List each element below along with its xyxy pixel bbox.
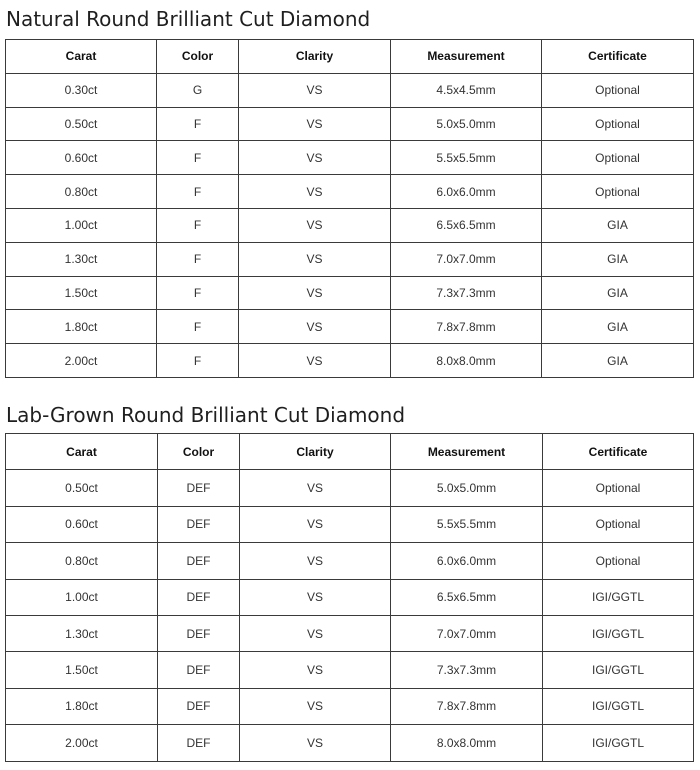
certificate-cell: Optional [542,141,694,175]
table-row [6,242,694,276]
clarity-cell: VS [239,175,391,209]
lab-grown-diamond-table [5,433,694,762]
column-header-carat: Carat [6,40,157,74]
certificate-cell: IGI/GGTL [543,688,694,724]
color-cell: F [157,107,239,141]
carat-cell: 2.00ct [6,725,158,761]
column-header-carat: Carat [6,434,158,470]
certificate-cell: IGI/GGTL [543,579,694,615]
measurement-cell: 6.0x6.0mm [391,543,543,579]
measurement-cell: 4.5x4.5mm [391,73,542,107]
color-cell: DEF [158,652,240,688]
measurement-cell: 5.5x5.5mm [391,506,543,542]
measurement-cell: 5.5x5.5mm [391,141,542,175]
table-row [6,506,694,542]
measurement-cell: 5.0x5.0mm [391,470,543,506]
color-cell: DEF [158,615,240,651]
column-header-color: Color [157,40,239,74]
carat-cell: 0.50ct [6,470,158,506]
clarity-cell: VS [239,107,391,141]
measurement-cell: 7.3x7.3mm [391,276,542,310]
measurement-cell: 7.8x7.8mm [391,310,542,344]
table-row [6,344,694,378]
clarity-cell: VS [240,470,391,506]
clarity-cell: VS [240,543,391,579]
certificate-cell: IGI/GGTL [543,615,694,651]
clarity-cell: VS [239,242,391,276]
clarity-cell: VS [239,208,391,242]
measurement-cell: 7.0x7.0mm [391,615,543,651]
clarity-cell: VS [239,344,391,378]
color-cell: F [157,242,239,276]
certificate-cell: GIA [542,208,694,242]
carat-cell: 1.30ct [6,242,157,276]
column-header-measurement: Measurement [391,40,542,74]
clarity-cell: VS [239,310,391,344]
certificate-cell: GIA [542,344,694,378]
color-cell: DEF [158,725,240,761]
carat-cell: 2.00ct [6,344,157,378]
clarity-cell: VS [239,276,391,310]
clarity-cell: VS [240,652,391,688]
certificate-cell: GIA [542,276,694,310]
column-header-clarity: Clarity [239,40,391,74]
carat-cell: 0.80ct [6,543,158,579]
column-header-color: Color [158,434,240,470]
carat-cell: 1.80ct [6,310,157,344]
table-row [6,73,694,107]
measurement-cell: 8.0x8.0mm [391,725,543,761]
measurement-cell: 7.3x7.3mm [391,652,543,688]
natural-diamond-title: Natural Round Brilliant Cut Diamond [6,7,371,31]
certificate-cell: GIA [542,310,694,344]
certificate-cell: Optional [542,107,694,141]
table-row [6,208,694,242]
clarity-cell: VS [240,615,391,651]
certificate-cell: IGI/GGTL [543,725,694,761]
column-header-measurement: Measurement [391,434,543,470]
table-row [6,310,694,344]
measurement-cell: 6.5x6.5mm [391,208,542,242]
table-header-row [6,40,694,74]
natural-table-body [6,73,694,377]
natural-diamond-table [5,39,694,378]
certificate-cell: IGI/GGTL [543,652,694,688]
color-cell: F [157,175,239,209]
measurement-cell: 5.0x5.0mm [391,107,542,141]
certificate-cell: Optional [542,175,694,209]
table-row [6,579,694,615]
table-row [6,543,694,579]
lab-table-body [6,470,694,761]
color-cell: F [157,344,239,378]
carat-cell: 1.50ct [6,276,157,310]
color-cell: G [157,73,239,107]
clarity-cell: VS [240,725,391,761]
column-header-certificate: Certificate [543,434,694,470]
table-row [6,470,694,506]
carat-cell: 0.60ct [6,141,157,175]
table-row [6,688,694,724]
measurement-cell: 6.0x6.0mm [391,175,542,209]
color-cell: F [157,208,239,242]
certificate-cell: GIA [542,242,694,276]
clarity-cell: VS [240,506,391,542]
carat-cell: 1.00ct [6,579,158,615]
color-cell: F [157,276,239,310]
table-row [6,652,694,688]
carat-cell: 1.80ct [6,688,158,724]
table-row [6,276,694,310]
certificate-cell: Optional [543,470,694,506]
carat-cell: 0.30ct [6,73,157,107]
measurement-cell: 7.0x7.0mm [391,242,542,276]
color-cell: DEF [158,506,240,542]
clarity-cell: VS [239,73,391,107]
column-header-clarity: Clarity [240,434,391,470]
measurement-cell: 6.5x6.5mm [391,579,543,615]
clarity-cell: VS [239,141,391,175]
certificate-cell: Optional [543,506,694,542]
color-cell: F [157,310,239,344]
clarity-cell: VS [240,688,391,724]
table-row [6,175,694,209]
color-cell: DEF [158,579,240,615]
color-cell: DEF [158,470,240,506]
table-row [6,615,694,651]
measurement-cell: 7.8x7.8mm [391,688,543,724]
color-cell: DEF [158,688,240,724]
color-cell: DEF [158,543,240,579]
column-header-certificate: Certificate [542,40,694,74]
certificate-cell: Optional [543,543,694,579]
table-header-row [6,434,694,470]
clarity-cell: VS [240,579,391,615]
table-row [6,725,694,761]
lab-grown-diamond-title: Lab-Grown Round Brilliant Cut Diamond [6,403,406,427]
certificate-cell: Optional [542,73,694,107]
measurement-cell: 8.0x8.0mm [391,344,542,378]
carat-cell: 0.80ct [6,175,157,209]
table-row [6,141,694,175]
carat-cell: 1.30ct [6,615,158,651]
color-cell: F [157,141,239,175]
carat-cell: 1.50ct [6,652,158,688]
table-row [6,107,694,141]
carat-cell: 0.50ct [6,107,157,141]
carat-cell: 0.60ct [6,506,158,542]
carat-cell: 1.00ct [6,208,157,242]
